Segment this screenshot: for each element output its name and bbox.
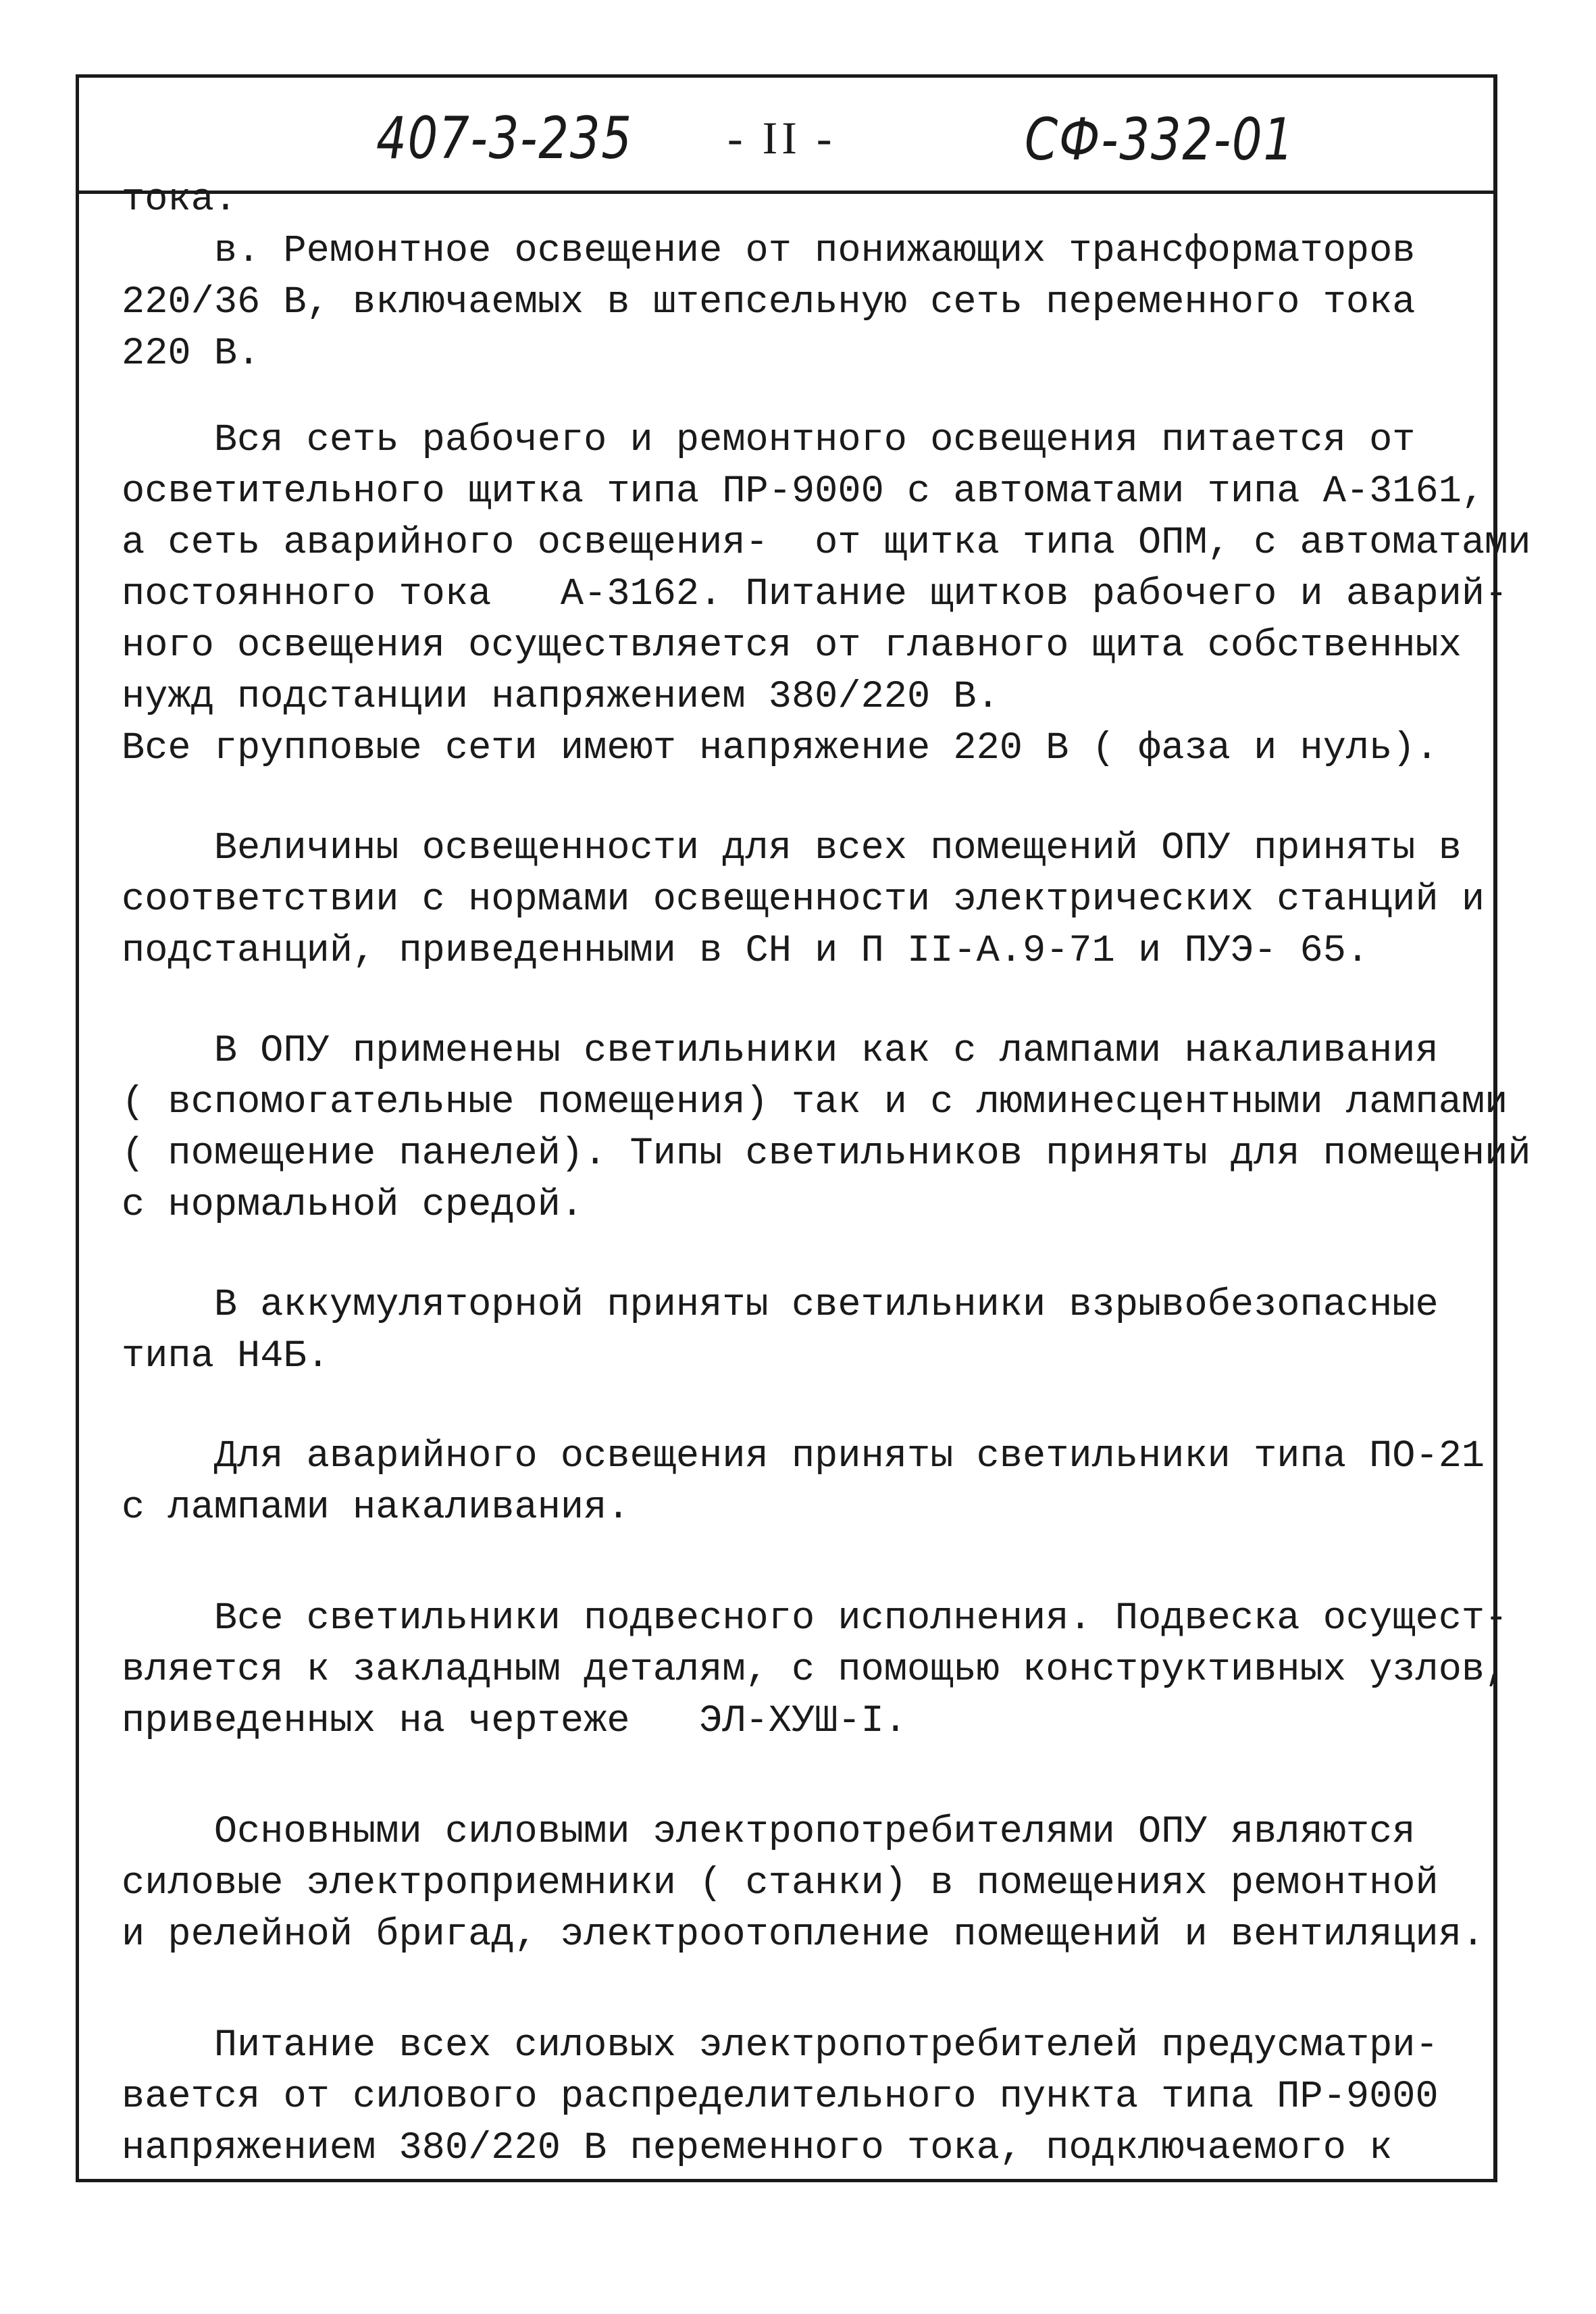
paragraph — [122, 1026, 1531, 1231]
text-line: с нормальной средой. — [122, 1184, 584, 1227]
text-line: Вся сеть рабочего и ремонтного освещения питается от — [122, 419, 1416, 462]
text-line: силовые электроприемники ( станки) в помещениях ремонтной — [122, 1862, 1439, 1905]
paragraph — [122, 823, 1499, 977]
text-line: Для аварийного освещения приняты светильники типа ПО-21 — [122, 1435, 1485, 1478]
paragraph — [122, 415, 1531, 774]
text-line: вляется к закладным деталям, с помощью конструктивных узлов, — [122, 1649, 1508, 1692]
text-line: Величины освещенности для всех помещений ОПУ приняты в — [122, 827, 1462, 870]
text-line: осветительного щитка типа ПР-9000 с автоматами типа А-3161, — [122, 470, 1485, 513]
text-line: 220 В. — [122, 332, 261, 376]
text-line: нужд подстанции напряжением 380/220 В. — [122, 676, 1000, 719]
page-number: - II - — [727, 112, 836, 164]
document-code: 407-3-235 — [376, 105, 633, 172]
text-line: ( помещение панелей). Типы светильников приняты для помещений — [122, 1132, 1531, 1176]
text-line: типа Н4Б. — [122, 1335, 330, 1378]
text-line: и релейной бригад, электроотопление помещений и вентиляция. — [122, 1913, 1485, 1957]
text-line: ного освещения осуществляется от главного щита собственных — [122, 624, 1462, 668]
text-line: 220/36 В, включаемых в штепсельную сеть переменного тока — [122, 281, 1416, 324]
text-line: приведенных на чертеже ЭЛ-ХУШ-I. — [122, 1700, 907, 1743]
paragraph — [122, 174, 1499, 226]
text-line: а сеть аварийного освещения- от щитка типа ОПМ, с автоматами — [122, 522, 1531, 565]
text-line: напряжением 380/220 В переменного тока, подключаемого к — [122, 2127, 1393, 2170]
paragraph — [122, 1807, 1499, 1961]
paragraph — [122, 1593, 1508, 1747]
text-line: постоянного тока А-3162. Питание щитков рабочего и аварий- — [122, 573, 1508, 616]
text-line: ( вспомогательные помещения) так и с люминесцентными лампами — [122, 1081, 1508, 1124]
paragraph — [122, 226, 1499, 380]
text-line: тока. — [122, 178, 238, 222]
text-line: Все светильники подвесного исполнения. Подвеска осущест- — [122, 1597, 1508, 1640]
text-line: В аккумуляторной приняты светильники взрывобезопасные — [122, 1284, 1439, 1327]
text-line: В ОПУ применены светильники как с лампами накаливания — [122, 1030, 1439, 1073]
document-body — [122, 174, 1531, 2174]
paragraph — [122, 1431, 1499, 1534]
text-line: с лампами накаливания. — [122, 1486, 630, 1530]
text-line: вается от силового распределительного пункта типа ПР-9000 — [122, 2076, 1439, 2119]
text-line: соответствии с нормами освещенности электрических станций и — [122, 878, 1485, 922]
text-line: Питание всех силовых электропотребителей предусматри- — [122, 2024, 1439, 2067]
paragraph — [122, 1280, 1499, 1382]
text-line: Основными силовыми электропотребителями ОПУ являются — [122, 1811, 1416, 1854]
text-line: Все групповые сети имеют напряжение 220 В ( фаза и нуль). — [122, 727, 1439, 770]
text-line: в. Ремонтное освещение от понижающих трансформаторов — [122, 230, 1416, 273]
paragraph — [122, 2020, 1499, 2174]
sheet-code: СФ-332-01 — [1025, 106, 1295, 174]
text-line: подстанций, приведенными в СН и П II-А.9-71 и ПУЭ- 65. — [122, 930, 1370, 973]
